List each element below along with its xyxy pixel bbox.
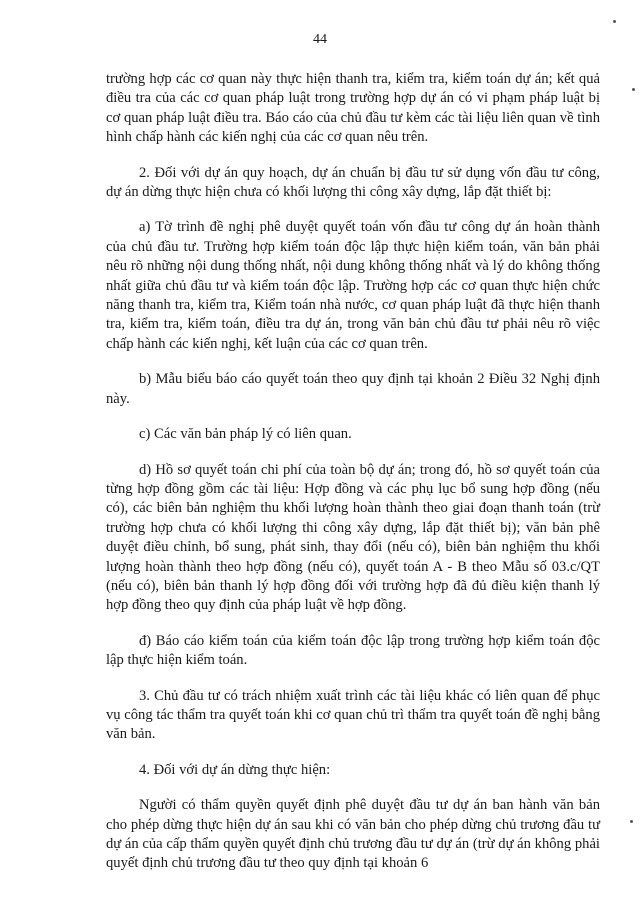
paragraph-item-d: d) Hồ sơ quyết toán chi phí của toàn bộ dự án; trong đó, hồ sơ quyết toán của từng hợp đồng gồm các tài liệu: Hợp đồng và các phụ lục bổ sung hợp đồng (nếu có), các biên bản nghiệm thu khối lượng hoàn thành theo giai đoạn thanh toán (trừ trường hợp chưa có khối lượng thi công xây dựng, lắp đặt thiết bị); văn bản phê duyệt điều chỉnh, bổ sung, phát sinh, thay đổi (nếu có), biên bản nghiệm thu khối lượng hoàn thành theo hợp đồng (nếu có), quyết toán A - B theo Mẫu số 03.c/QT (nếu có), biên bản thanh lý hợp đồng đối với trường hợp đã đủ điều kiện thanh lý hợp đồng theo quy định của pháp luật về hợp đồng. (106, 461, 600, 614)
paragraph-section-2: 2. Đối với dự án quy hoạch, dự án chuẩn bị đầu tư sử dụng vốn đầu tư công, dự án dừng thực hiện chưa có khối lượng thi công xây dựng, lắp đặt thiết bị: (106, 164, 600, 201)
paragraph-continuation: trường hợp các cơ quan này thực hiện thanh tra, kiểm tra, kiểm toán dự án; kết quả điều tra của các cơ quan pháp luật trong trường hợp dự án có vi phạm pháp luật bị cơ quan pháp luật điều tra. Báo cáo của chủ đầu tư kèm các tài liệu liên quan về tình hình chấp hành các kiến nghị của các cơ quan nêu trên. (106, 71, 600, 146)
paragraph-item-c: c) Các văn bản pháp lý có liên quan. (139, 426, 352, 443)
paragraph-section-3: 3. Chủ đầu tư có trách nhiệm xuất trình các tài liệu khác có liên quan để phục vụ công tác thẩm tra quyết toán khi cơ quan chủ trì thẩm tra quyết toán đề nghị bằng văn bản. (106, 687, 600, 743)
paragraph-section-4: 4. Đối với dự án dừng thực hiện: (139, 761, 331, 778)
page-number: 44 (313, 32, 327, 47)
scan-speck (630, 820, 633, 823)
scan-speck (613, 20, 616, 23)
paragraph-item-dd: đ) Báo cáo kiểm toán của kiểm toán độc lập trong trường hợp kiểm toán độc lập thực hiện kiểm toán. (106, 632, 600, 669)
scan-speck (632, 88, 635, 91)
document-body (106, 70, 600, 890)
paragraph-item-a: a) Tờ trình đề nghị phê duyệt quyết toán vốn đầu tư công dự án hoàn thành của chủ đầu tư. Trường hợp kiểm toán độc lập thực hiện kiểm toán, văn bản phải nêu rõ những nội dung thống nhất, nội dung không thống nhất và lý do không thống nhất giữa chủ đầu tư và kiểm toán độc lập. Trường hợp các cơ quan thực hiện chức năng thanh tra, kiểm tra, Kiểm toán nhà nước, cơ quan pháp luật đã thực hiện thanh tra, kiểm tra, kiểm toán, điều tra dự án, trong văn bản chủ đầu tư phải nêu rõ việc chấp hành các kiến nghị, kết luận của các cơ quan trên. (106, 219, 600, 352)
paragraph-item-b: b) Mẫu biểu báo cáo quyết toán theo quy định tại khoản 2 Điều 32 Nghị định này. (106, 371, 600, 407)
paragraph-section-4-body: Người có thẩm quyền quyết định phê duyệt đầu tư dự án ban hành văn bản cho phép dừng thực hiện dự án sau khi có văn bản cho phép dừng chủ trương đầu tư dự án của cấp thẩm quyền quyết định chủ trương đầu tư dự án (trừ dự án không phải quyết định chủ trương đầu tư theo quy định tại khoản 6 (106, 797, 600, 872)
